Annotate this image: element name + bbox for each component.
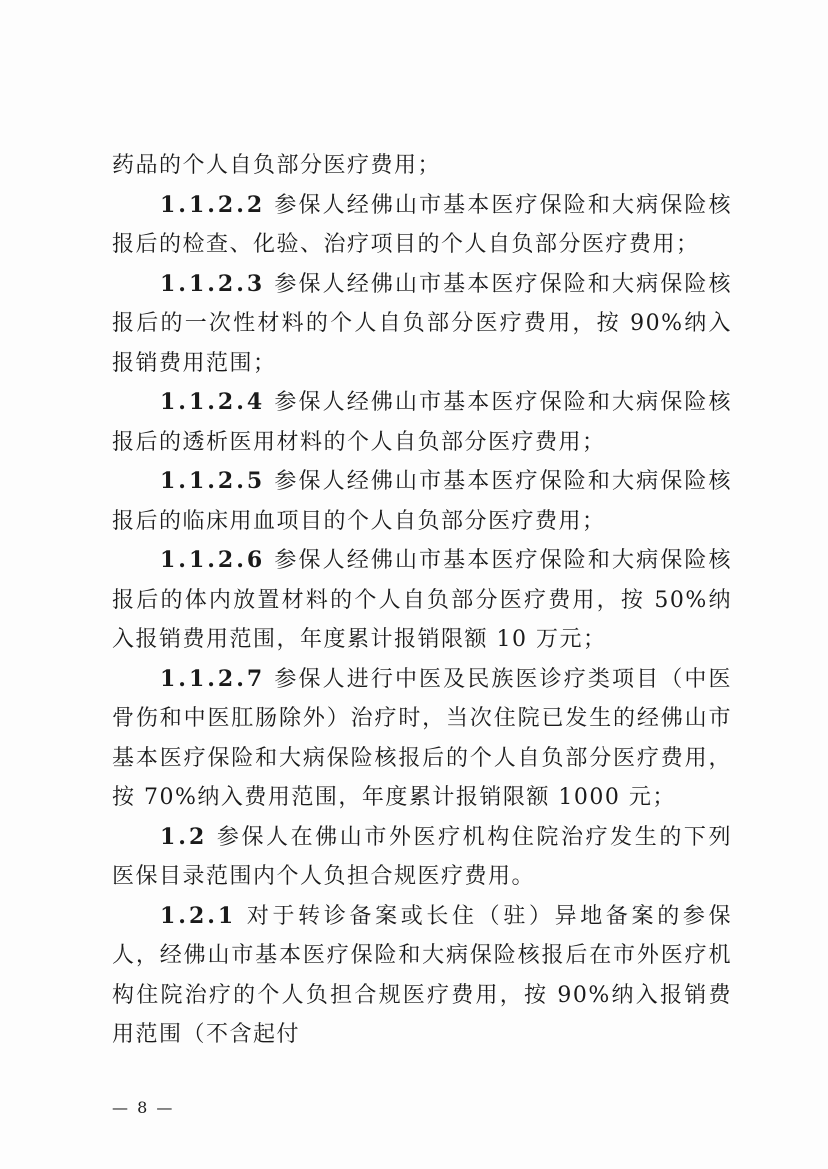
paragraph-1-1-2-3 [112,265,732,384]
paragraph-text: 参保人经佛山市基本医疗保险和大病保险核报后的检查、化验、治疗项目的个人自负部分医疗费用； [112,192,732,257]
paragraph-text: 参保人经佛山市基本医疗保险和大病保险核报后的体内放置材料的个人自负部分医疗费用，按 50%纳入报销费用范围，年度累计报销限额 10 万元； [112,548,732,652]
paragraph-text: 参保人经佛山市基本医疗保险和大病保险核报后的一次性材料的个人自负部分医疗费用，按 90%纳入报销费用范围； [112,271,732,376]
paragraph-text: 参保人在佛山市外医疗机构住院治疗发生的下列医保目录范围内个人负担合规医疗费用。 [112,824,732,889]
paragraph-continuation [112,146,732,186]
paragraph-1-1-2-6 [112,541,732,660]
clause-number: 1.1.2.4 [160,389,266,415]
paragraph-text: 对于转诊备案或长住（驻）异地备案的参保人，经佛山市基本医疗保险和大病保险核报后在市外医疗机构住院治疗的个人负担合规医疗费用，按 90%纳入报销费用范围（不含起付 [112,903,732,1047]
paragraph-1-1-2-4 [112,383,732,462]
clause-number: 1.1.2.2 [160,191,266,218]
paragraph-1-2-1 [112,897,732,1055]
paragraph-text: 药品的个人自负部分医疗费用； [112,153,442,178]
clause-number: 1.1.2.3 [160,270,266,297]
paragraph-1-1-2-2 [112,186,732,265]
paragraph-text: 参保人进行中医及民族医诊疗类项目（中医骨伤和中医肛肠除外）治疗时，当次住院已发生的经佛山市基本医疗保险和大病保险核报后的个人自负部分医疗费用，按 70%纳入费用范围，年度累计报销限额 1000 元； [112,666,732,810]
clause-number: 1.1.2.6 [160,547,266,573]
document-body [112,146,732,1055]
paragraph-text: 参保人经佛山市基本医疗保险和大病保险核报后的透析医用材料的个人自负部分医疗费用； [112,390,732,455]
clause-number: 1.1.2.5 [160,468,266,494]
paragraph-1-2 [112,818,732,897]
paragraph-text: 参保人经佛山市基本医疗保险和大病保险核报后的临床用血项目的个人自负部分医疗费用； [112,469,732,534]
clause-number: 1.2.1 [160,902,237,929]
clause-number: 1.1.2.7 [160,665,266,692]
paragraph-1-1-2-5 [112,462,732,541]
clause-number: 1.2 [160,823,208,850]
page-number: — 8 — [112,1098,175,1117]
paragraph-1-1-2-7 [112,660,732,818]
